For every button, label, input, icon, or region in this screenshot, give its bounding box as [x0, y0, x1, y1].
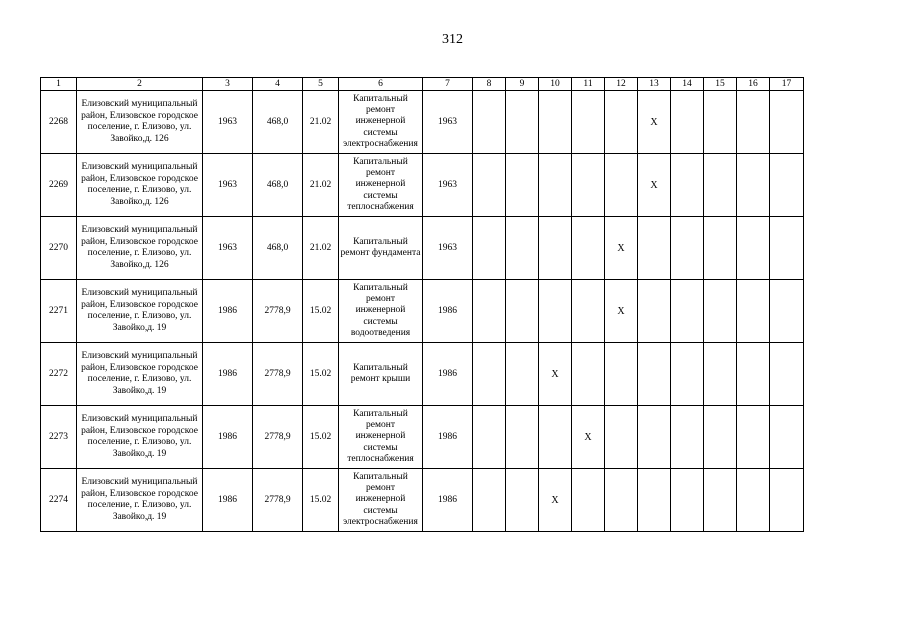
row-mark [737, 154, 770, 217]
row-mark [638, 469, 671, 532]
column-header: 16 [737, 78, 770, 91]
row-work-type: Капитальный ремонт фундамента [339, 217, 423, 280]
row-mark [473, 343, 506, 406]
row-mark [539, 154, 572, 217]
row-address: Елизовский муниципальный район, Елизовское городское поселение, г. Елизово, ул. Завойко,д. 19 [77, 406, 203, 469]
column-header: 13 [638, 78, 671, 91]
row-work-type: Капитальный ремонт инженерной системы теплоснабжения [339, 406, 423, 469]
column-header: 8 [473, 78, 506, 91]
column-header: 15 [704, 78, 737, 91]
row-work-type: Капитальный ремонт инженерной системы электроснабжения [339, 469, 423, 532]
row-mark: X [638, 91, 671, 154]
row-work-type: Капитальный ремонт крыши [339, 343, 423, 406]
row-mark [473, 154, 506, 217]
row-id: 2274 [41, 469, 77, 532]
row-area: 2778,9 [253, 406, 303, 469]
table-row [41, 343, 804, 406]
row-mark [506, 343, 539, 406]
row-id: 2269 [41, 154, 77, 217]
row-year: 1986 [423, 469, 473, 532]
row-year-built: 1963 [203, 91, 253, 154]
row-mark [770, 343, 804, 406]
column-header: 12 [605, 78, 638, 91]
row-year-built: 1986 [203, 406, 253, 469]
row-mark [704, 469, 737, 532]
column-header: 1 [41, 78, 77, 91]
row-area: 2778,9 [253, 280, 303, 343]
row-mark: X [605, 280, 638, 343]
row-mark [671, 469, 704, 532]
row-mark [638, 280, 671, 343]
row-year: 1963 [423, 154, 473, 217]
column-header: 11 [572, 78, 605, 91]
row-id: 2268 [41, 91, 77, 154]
row-mark: X [572, 406, 605, 469]
row-mark [638, 217, 671, 280]
row-mark [737, 217, 770, 280]
row-id: 2272 [41, 343, 77, 406]
column-header: 7 [423, 78, 473, 91]
row-id: 2273 [41, 406, 77, 469]
row-mark [737, 406, 770, 469]
row-mark [704, 91, 737, 154]
row-year: 1986 [423, 406, 473, 469]
row-work-type: Капитальный ремонт инженерной системы электроснабжения [339, 91, 423, 154]
row-area: 468,0 [253, 154, 303, 217]
table-row [41, 280, 804, 343]
row-mark [539, 406, 572, 469]
row-year: 1963 [423, 217, 473, 280]
row-mark [605, 343, 638, 406]
row-address: Елизовский муниципальный район, Елизовское городское поселение, г. Елизово, ул. Завойко,д. 126 [77, 217, 203, 280]
row-id: 2271 [41, 280, 77, 343]
row-mark [704, 406, 737, 469]
column-header: 9 [506, 78, 539, 91]
row-area: 468,0 [253, 217, 303, 280]
row-code: 15.02 [303, 343, 339, 406]
row-mark [638, 406, 671, 469]
table-row [41, 91, 804, 154]
row-mark [506, 217, 539, 280]
row-code: 15.02 [303, 469, 339, 532]
row-year: 1963 [423, 91, 473, 154]
row-mark [671, 217, 704, 280]
row-code: 15.02 [303, 280, 339, 343]
row-code: 21.02 [303, 154, 339, 217]
row-mark [671, 280, 704, 343]
row-mark [770, 91, 804, 154]
row-mark [473, 91, 506, 154]
row-mark: X [539, 469, 572, 532]
column-header: 2 [77, 78, 203, 91]
row-mark [572, 217, 605, 280]
row-mark [671, 154, 704, 217]
row-year: 1986 [423, 280, 473, 343]
row-mark [539, 91, 572, 154]
row-year-built: 1963 [203, 217, 253, 280]
row-mark [704, 343, 737, 406]
column-header: 4 [253, 78, 303, 91]
row-address: Елизовский муниципальный район, Елизовское городское поселение, г. Елизово, ул. Завойко,д. 19 [77, 280, 203, 343]
table-row [41, 154, 804, 217]
row-code: 21.02 [303, 91, 339, 154]
row-area: 2778,9 [253, 469, 303, 532]
row-mark [605, 469, 638, 532]
row-mark [539, 280, 572, 343]
row-mark [605, 406, 638, 469]
row-year-built: 1986 [203, 280, 253, 343]
row-mark [737, 343, 770, 406]
row-mark [539, 217, 572, 280]
row-area: 468,0 [253, 91, 303, 154]
row-work-type: Капитальный ремонт инженерной системы теплоснабжения [339, 154, 423, 217]
row-code: 21.02 [303, 217, 339, 280]
repair-registry-table [40, 77, 804, 532]
row-code: 15.02 [303, 406, 339, 469]
row-mark [737, 469, 770, 532]
row-mark [506, 469, 539, 532]
table-row [41, 469, 804, 532]
row-mark [638, 343, 671, 406]
row-mark: X [539, 343, 572, 406]
column-header: 6 [339, 78, 423, 91]
row-mark [770, 154, 804, 217]
row-mark [671, 406, 704, 469]
row-mark [572, 154, 605, 217]
row-mark: X [638, 154, 671, 217]
row-mark [506, 406, 539, 469]
table-row [41, 217, 804, 280]
row-mark [572, 280, 605, 343]
page-number: 312 [442, 32, 463, 47]
row-mark [572, 343, 605, 406]
row-year-built: 1986 [203, 343, 253, 406]
row-work-type: Капитальный ремонт инженерной системы водоотведения [339, 280, 423, 343]
row-address: Елизовский муниципальный район, Елизовское городское поселение, г. Елизово, ул. Завойко,д. 19 [77, 469, 203, 532]
row-mark [770, 469, 804, 532]
row-year: 1986 [423, 343, 473, 406]
row-mark [605, 91, 638, 154]
row-mark [737, 91, 770, 154]
row-mark [770, 406, 804, 469]
row-mark [473, 280, 506, 343]
column-header: 5 [303, 78, 339, 91]
row-mark [605, 154, 638, 217]
row-mark [473, 406, 506, 469]
row-mark [473, 469, 506, 532]
row-mark [770, 280, 804, 343]
row-mark [704, 154, 737, 217]
row-year-built: 1986 [203, 469, 253, 532]
row-mark [737, 280, 770, 343]
row-mark [506, 280, 539, 343]
row-mark [572, 469, 605, 532]
row-mark: X [605, 217, 638, 280]
column-header: 14 [671, 78, 704, 91]
row-address: Елизовский муниципальный район, Елизовское городское поселение, г. Елизово, ул. Завойко,д. 126 [77, 91, 203, 154]
table-row [41, 406, 804, 469]
column-header: 17 [770, 78, 804, 91]
row-mark [572, 91, 605, 154]
column-header: 3 [203, 78, 253, 91]
column-header: 10 [539, 78, 572, 91]
row-mark [770, 217, 804, 280]
row-id: 2270 [41, 217, 77, 280]
row-mark [473, 217, 506, 280]
row-address: Елизовский муниципальный район, Елизовское городское поселение, г. Елизово, ул. Завойко,д. 19 [77, 343, 203, 406]
row-mark [671, 91, 704, 154]
row-mark [704, 217, 737, 280]
row-mark [506, 154, 539, 217]
row-year-built: 1963 [203, 154, 253, 217]
row-mark [506, 91, 539, 154]
row-mark [671, 343, 704, 406]
header-row [41, 78, 804, 91]
row-area: 2778,9 [253, 343, 303, 406]
row-mark [704, 280, 737, 343]
row-address: Елизовский муниципальный район, Елизовское городское поселение, г. Елизово, ул. Завойко,д. 126 [77, 154, 203, 217]
